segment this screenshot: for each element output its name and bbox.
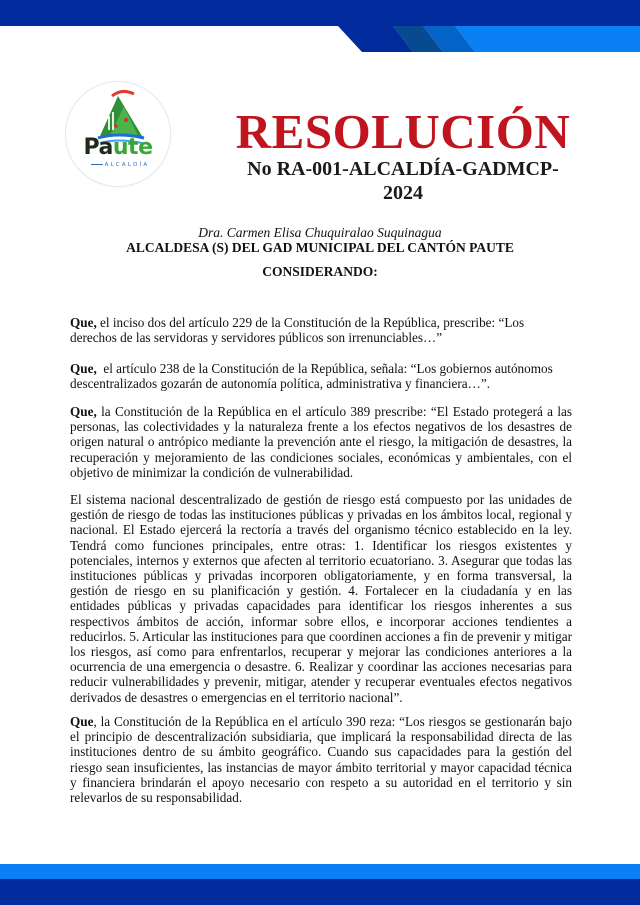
paragraph-risk-system bbox=[70, 492, 572, 705]
paragraph-article-389 bbox=[70, 404, 572, 480]
footer-decorative-band bbox=[0, 864, 640, 905]
footer-light-strip bbox=[0, 864, 640, 879]
paragraph-article-229 bbox=[70, 315, 572, 345]
logo-word-green: ute bbox=[112, 135, 153, 160]
logo-subtitle: ALCALDÍA bbox=[80, 162, 160, 168]
paragraph-lead: Que, bbox=[70, 404, 97, 419]
paragraph-article-238 bbox=[70, 361, 572, 391]
mountain-emblem-icon bbox=[66, 82, 170, 186]
header-decorative-band bbox=[0, 0, 640, 60]
paragraph-text: la Constitución de la República en el artículo 389 prescribe: “El Estado protegerá a las personas, las colectividades y la naturaleza frente a los efectos negativos de los desastres de origen natural o antrópico mediante la prevención ante el riesgo, la mitigación de desastres, la recuperación y mejoramiento de las condiciones sociales, económicas y ambientales, con el objetivo de minimizar la condición de vulnerabilidad. bbox=[70, 404, 572, 480]
paragraph-text: el artículo 238 de la Constitución de la República, señala: “Los gobiernos autónomos descentralizados gozarán de autonomía política, administrativa y financiera…”. bbox=[70, 361, 557, 392]
logo-wordmark bbox=[78, 137, 158, 159]
paragraph-lead: Que bbox=[70, 714, 94, 729]
band-dark-strip bbox=[0, 0, 640, 26]
footer-dark-strip bbox=[0, 879, 640, 905]
header-band-graphic bbox=[0, 0, 640, 60]
document-title: RESOLUCIÓN bbox=[235, 104, 571, 159]
paragraph-lead: Que, bbox=[70, 361, 97, 376]
paragraph-article-390 bbox=[70, 714, 572, 805]
band-light-wedge bbox=[455, 26, 640, 52]
resolution-number: No RA-001-ALCALDÍA-GADMCP-2024 bbox=[247, 158, 559, 204]
signer-name: Dra. Carmen Elisa Chuquiralao Suquinagua bbox=[198, 225, 442, 240]
section-heading: CONSIDERANDO: bbox=[262, 264, 378, 279]
paragraph-text: , la Constitución de la República en el artículo 390 reza: “Los riesgos se gestionarán bajo el principio de descentralización subsidiaria, que implicará la responsabilidad directa de las instituciones dentro de su ámbito geográfico. Cuando sus capacidades para la gestión del riesgo sean insuficientes, las instancias de mayor ámbito territorial y mayor capacidad técnica y financiera brindarán el apoyo necesario con respeto a su autoridad en el territorio y sin relevarlos de su responsabilidad. bbox=[70, 714, 572, 806]
paragraph-text: El sistema nacional descentralizado de gestión de riesgo está compuesto por las unidades de gestión de riesgo de todas las instituciones públicas y privadas en los ámbitos local, regional y nacional. El Estado ejercerá la rectoría a través del organismo técnico establecido en la ley. Tendrá como funciones principales, entre otras: 1. Identificar los riesgos existentes y potenciales, internos y externos que afecten al territorio ecuatoriano. 3. Asegurar que todas las instituciones públicas y privadas incorporen obligatoriamente, y en forma transversal, la gestión de riesgo en su planificación y gestión. 4. Fortalecer en la ciudadanía y en las entidades públicas y privadas capacidades para identificar los riesgos inherentes a sus respectivos ámbitos de acción, informar sobre ellos, e incorporar acciones tendientes a reducirlos. 5. Articular las instituciones para que coordinen acciones a fin de prevenir y mitigar los riesgos, así como para enfrentarlos, recuperar y mejorar las condiciones anteriores a la ocurrencia de una emergencia o desastre. 6. Realizar y coordinar las acciones necesarias para reducir vulnerabilidades y prevenir, mitigar, atender y recuperar eventuales efectos negativos derivados de desastres o emergencias en el territorio nacional”. bbox=[70, 492, 572, 705]
paragraph-text: el inciso dos del artículo 229 de la Constitución de la República, prescribe: “Los derechos de las servidoras y servidores públicos son irrenunciables…” bbox=[70, 315, 525, 346]
paragraph-lead: Que, bbox=[70, 315, 97, 330]
signer-office: ALCALDESA (S) DEL GAD MUNICIPAL DEL CANTÓN PAUTE bbox=[126, 240, 514, 255]
logo-word-dark: Pa bbox=[83, 135, 113, 160]
paute-alcaldia-logo bbox=[66, 82, 170, 186]
